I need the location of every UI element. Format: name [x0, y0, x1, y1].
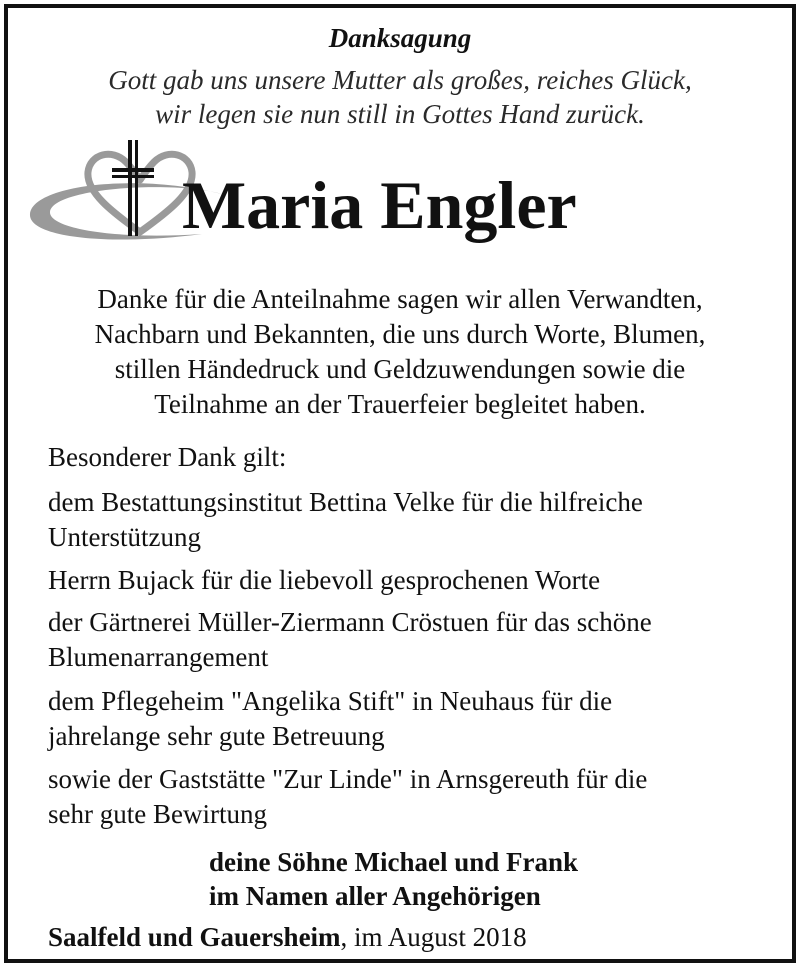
thanks-line: stillen Händedruck und Geldzuwendungen sowie die: [114, 354, 686, 384]
special-thanks-heading: Besonderer Dank gilt:: [48, 442, 287, 472]
verse-line-2: wir legen sie nun still in Gottes Hand zurück.: [155, 99, 645, 129]
thanks-item-line: dem Pflegeheim "Angelika Stift" in Neuhaus für die: [48, 686, 613, 716]
obituary-notice: [4, 4, 796, 963]
thanks-item: [48, 762, 647, 832]
thanks-item-line: sehr gute Bewirtung: [48, 799, 267, 829]
date: , im August 2018: [340, 922, 527, 952]
thanks-item-line: Unterstützung: [48, 522, 201, 552]
place: Saalfeld und Gauersheim: [48, 922, 341, 952]
signature-line-1: deine Söhne Michael und Frank: [209, 847, 579, 877]
place-and-date: [48, 921, 527, 953]
thanks-line: Nachbarn und Bekannten, die uns durch Worte, Blumen,: [94, 319, 706, 349]
thanks-item-line: jahrelange sehr gute Betreuung: [48, 721, 385, 751]
deceased-name: Maria Engler: [182, 167, 577, 243]
thanks-item: [48, 684, 612, 754]
thanks-item: [48, 563, 600, 598]
thanks-line: Danke für die Anteilnahme sagen wir allen Verwandten,: [97, 284, 703, 314]
verse-line-1: Gott gab uns unsere Mutter als großes, reiches Glück,: [108, 65, 692, 95]
thanks-item-line: sowie der Gaststätte "Zur Linde" in Arnsgereuth für die: [48, 764, 648, 794]
thanks-item-line: dem Bestattungsinstitut Bettina Velke für die hilfreiche: [48, 487, 643, 517]
thanks-item-line: Herrn Bujack für die liebevoll gesprochenen Worte: [48, 565, 601, 595]
thanks-line: Teilnahme an der Trauerfeier begleitet haben.: [154, 389, 646, 419]
signature-line-2: im Namen aller Angehörigen: [209, 881, 541, 911]
thanks-item-line: Blumenarrangement: [48, 642, 269, 672]
thanks-paragraph: [28, 282, 772, 422]
thanks-item: [48, 485, 643, 555]
thanks-item-line: der Gärtnerei Müller-Ziermann Cröstuen für das schöne: [48, 607, 652, 637]
thanks-item: [48, 605, 652, 675]
notice-heading: Danksagung: [328, 23, 472, 53]
